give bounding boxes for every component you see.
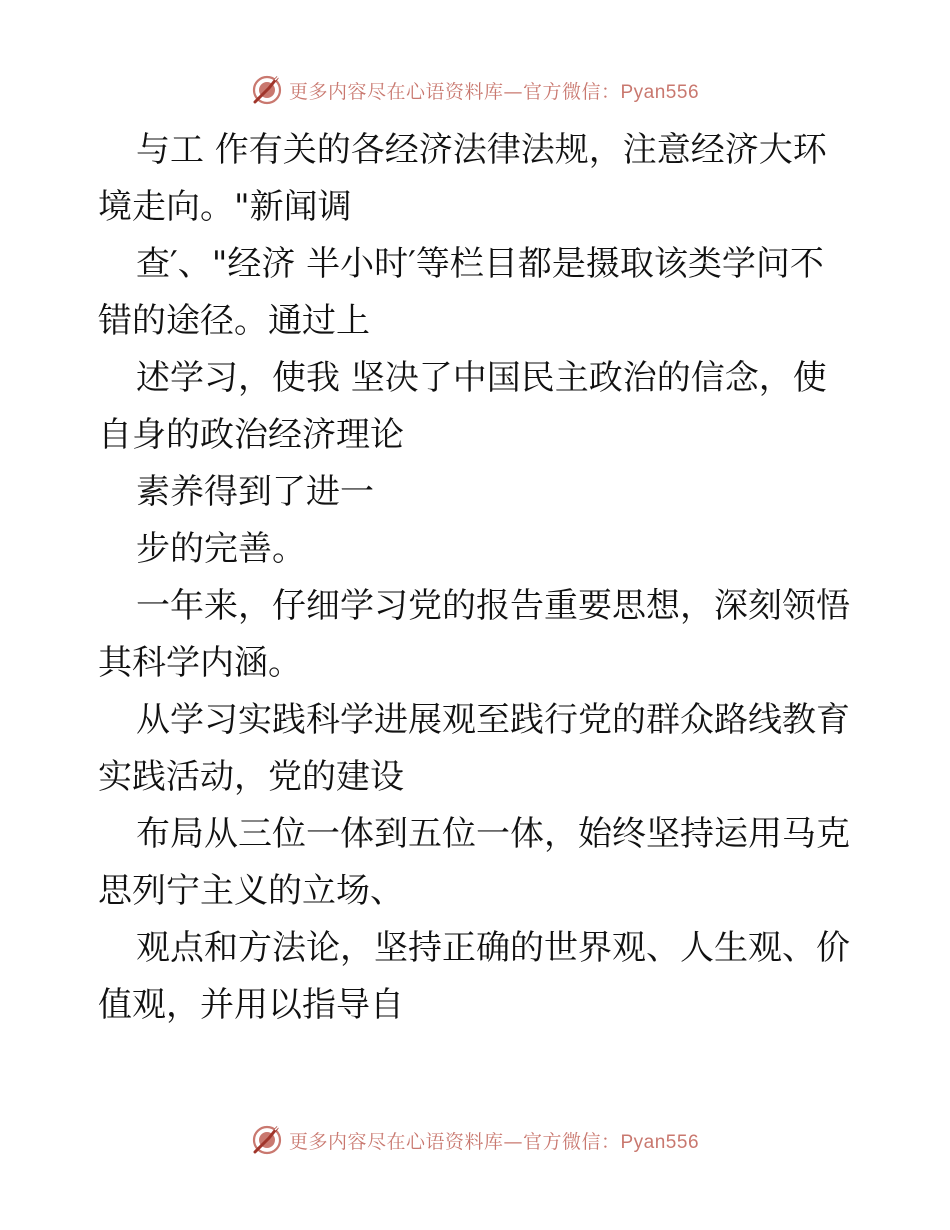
text-line: 错的途径。通过上	[98, 301, 370, 341]
header-account: Pyan556	[620, 81, 700, 103]
pen-in-circle-icon	[251, 74, 283, 106]
text-line: 素养得到了进一	[136, 472, 374, 512]
footer-watermark-text	[289, 1127, 699, 1154]
header-watermark-text	[289, 77, 699, 104]
header-official-label: 官方微信：	[522, 80, 621, 103]
header-brand-text: 更多内容尽在心语资料库	[288, 80, 504, 103]
footer-brand-text: 更多内容尽在心语资料库	[288, 1130, 504, 1153]
text-line: 步的完善。	[136, 529, 306, 569]
text-line: 观点和方法论，坚持正确的世界观、人生观、价	[136, 928, 850, 968]
footer-watermark	[0, 1118, 950, 1162]
text-line: 与工 作有关的各经济法律法规，注意经济大环	[136, 130, 827, 170]
document-body	[98, 122, 858, 1034]
text-line: 值观，并用以指导自	[98, 985, 404, 1025]
footer-dash: —	[503, 1130, 523, 1153]
header-dash: —	[503, 80, 523, 103]
text-line: 自身的政治经济理论	[98, 415, 404, 455]
text-line: 述学习，使我 坚决了中国民主政治的信念，使	[136, 358, 827, 398]
text-line: 思列宁主义的立场、	[98, 871, 404, 911]
text-line: 从学习实践科学进展观至践行党的群众路线教育	[136, 700, 850, 740]
text-line: 其科学内涵。	[98, 643, 302, 683]
text-line: 实践活动，党的建设	[98, 757, 404, 797]
text-line: 一年来，仔细学习党的报告重要思想，深刻领悟	[136, 586, 850, 626]
footer-official-label: 官方微信：	[522, 1130, 621, 1153]
pen-in-circle-icon	[251, 1124, 283, 1156]
header-watermark	[0, 68, 950, 112]
text-line: 布局从三位一体到五位一体，始终坚持运用马克	[136, 814, 850, 854]
text-line: 境走向。"新闻调	[98, 187, 352, 227]
text-line: 查′、"经济 半小时′等栏目都是摄取该类学问不	[136, 244, 824, 284]
footer-account: Pyan556	[620, 1131, 700, 1153]
